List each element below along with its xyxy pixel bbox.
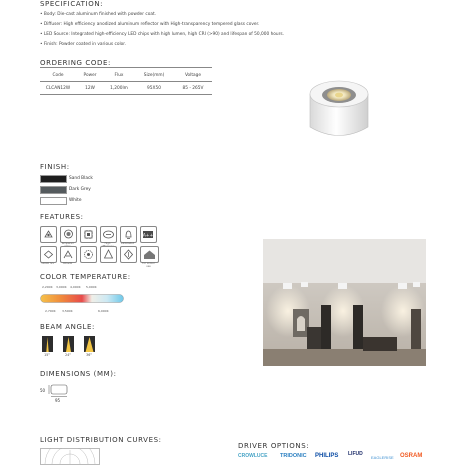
- dimension-height: 50: [40, 388, 46, 393]
- features-heading: FEATURES:: [40, 213, 84, 221]
- tridonic-logo: TRIDONIC: [280, 453, 307, 459]
- table-cell: 95X50: [147, 85, 161, 91]
- led-chip-icon: [80, 226, 97, 243]
- finish-swatch-white: [40, 197, 67, 205]
- ct-tick: 5,000K: [86, 285, 97, 289]
- feature-label: High: [104, 242, 111, 245]
- ordering-table: [40, 69, 212, 95]
- light-distribution-chart: [40, 448, 100, 465]
- column-header: Flux: [114, 72, 124, 78]
- column-header: Size(mm): [143, 72, 165, 78]
- light-distribution-heading: LIGHT DISTRIBUTION CURVES:: [40, 436, 162, 444]
- beam-24-icon: [63, 336, 74, 352]
- table-cell: 12W: [85, 85, 95, 91]
- finish-swatch-sand-black: [40, 175, 67, 183]
- spec-item: • LED Source: Integrated high-efficiency LED chips with high lumen, high CRI (>90) and lifespan of 50,000 hours.: [40, 32, 285, 37]
- room-photo: [263, 239, 426, 366]
- column-header: Voltage: [184, 72, 202, 78]
- ct-tick: 4,000K: [70, 285, 81, 289]
- feature-label: 50000 hrs: [41, 262, 54, 265]
- table-row: [40, 82, 212, 95]
- lifespan-icon: [40, 246, 57, 263]
- beam-15-icon: [42, 336, 53, 352]
- ordering-heading: ORDERING CODE:: [40, 59, 111, 67]
- specification-heading: SPECIFICATION:: [40, 0, 104, 8]
- beam-angle-label: 36°: [86, 353, 92, 357]
- lifud-logo: LIFUD: [348, 451, 363, 457]
- beam-angle-label: 24°: [65, 353, 71, 357]
- osram-logo: OSRAM: [400, 453, 423, 459]
- product-image: [300, 72, 378, 152]
- philips-logo: PHILIPS: [315, 453, 339, 459]
- finish-label: White: [69, 198, 82, 203]
- eaglerise-logo: EAGLERISE: [371, 455, 394, 460]
- ct-tick: 3,000K: [56, 285, 67, 289]
- color-temperature-bar: [40, 294, 124, 303]
- feature-label: Tempered: [61, 242, 74, 245]
- die-cast-icon: [40, 226, 57, 243]
- feature-label: CRI≥90: [62, 262, 73, 265]
- feature-label: For indoor use: [142, 262, 155, 268]
- ct-tick: 3,500K: [62, 309, 73, 313]
- dimensions-heading: DIMENSIONS (MM):: [40, 370, 117, 378]
- feature-label: DIMMABLE: [120, 242, 135, 245]
- dimmable-icon: [120, 226, 137, 243]
- table-cell: 85 - 265V: [182, 85, 204, 91]
- finish-heading: FINISH:: [40, 163, 70, 171]
- ordering-rule: [40, 67, 212, 68]
- finish-swatch-dark-grey: [40, 186, 67, 194]
- ip-rating-icon: [120, 246, 137, 263]
- ct-tick: 2,200K: [42, 285, 53, 289]
- indoor-icon: [140, 246, 159, 263]
- driver-icon: [100, 226, 117, 243]
- beam-angle-heading: BEAM ANGLE:: [40, 323, 96, 331]
- table-cell: 1,200lm: [110, 85, 128, 91]
- crowluce-logo: CROWLUCE: [238, 453, 268, 459]
- ct-tick: 2,700K: [45, 309, 56, 313]
- beam-36-icon: [84, 336, 95, 352]
- energy-class-icon: [140, 226, 157, 243]
- table-header-row: [40, 69, 212, 82]
- specification-list: [40, 10, 440, 50]
- dimension-width: 95: [55, 398, 61, 403]
- ct-tick: 6,000K: [98, 309, 109, 313]
- spec-item: • Body: Die-cast aluminum finished with powder coat.: [40, 12, 157, 17]
- driver-options-heading: DRIVER OPTIONS:: [238, 442, 310, 450]
- beam-icon: [100, 246, 117, 263]
- anti-glare-icon: [80, 246, 97, 263]
- tempered-glass-icon: [60, 226, 77, 243]
- spec-item: • Finish: Powder coated in various color.: [40, 42, 127, 47]
- color-temperature-heading: COLOR TEMPERATURE:: [40, 273, 131, 281]
- finish-label: Sand Black: [69, 176, 93, 181]
- spec-item: • Diffuser: High efficiency anodized aluminum reflector with High-transparency tempered glass cover.: [40, 22, 260, 27]
- table-cell: CLCAN12W: [45, 85, 71, 91]
- beam-angle-label: 15°: [44, 353, 50, 357]
- finish-label: Dark Grey: [69, 187, 91, 192]
- energy-class-text: A++: [142, 233, 154, 239]
- column-header: Code: [52, 72, 64, 78]
- dimension-drawing: [48, 384, 70, 398]
- column-header: Power: [83, 72, 97, 78]
- cri-icon: [60, 246, 77, 263]
